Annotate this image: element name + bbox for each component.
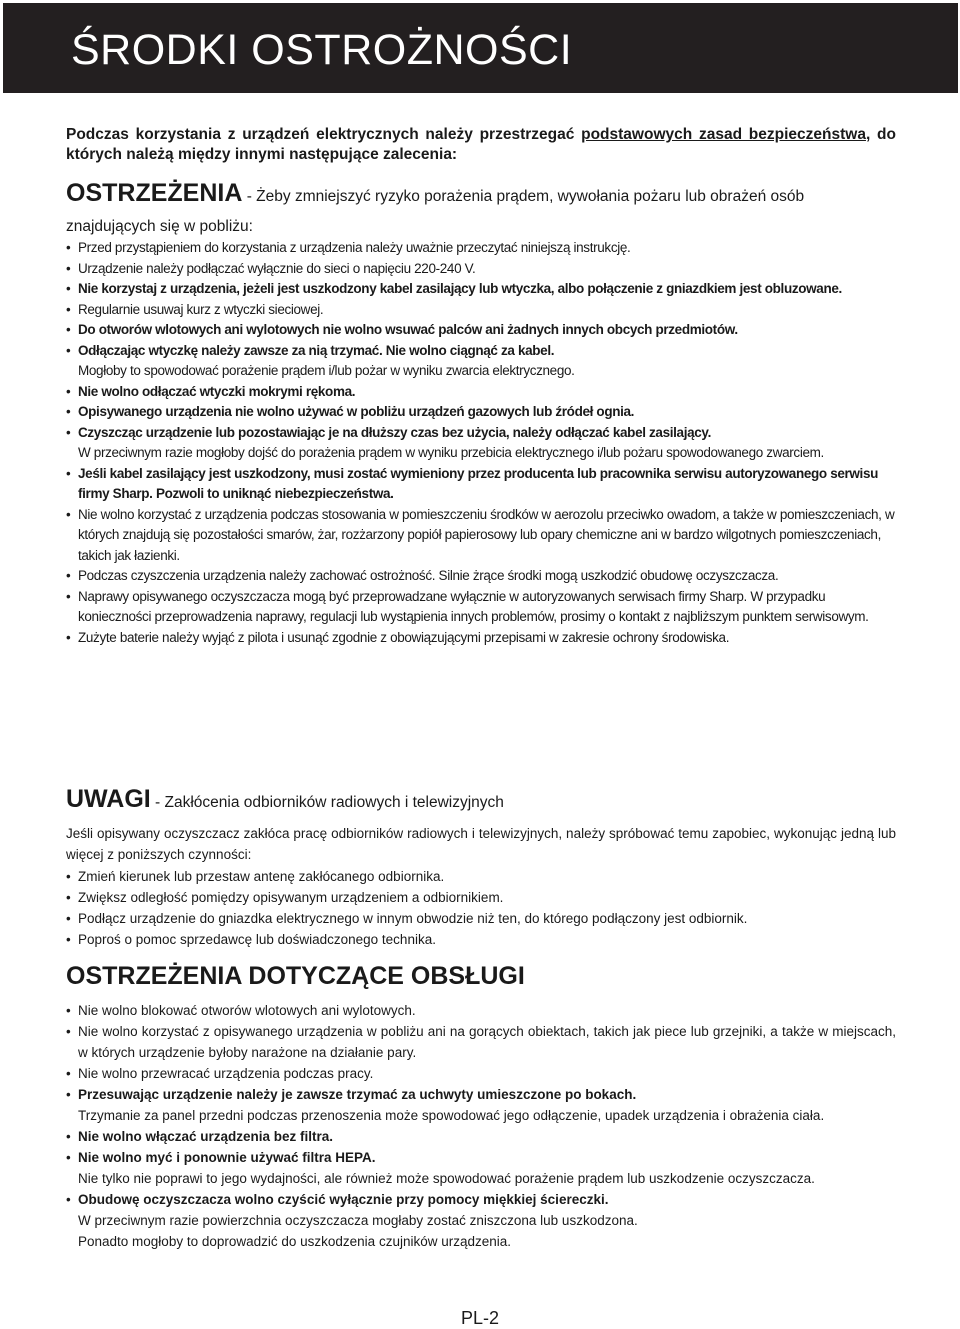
list-item — [66, 1189, 896, 1252]
list-item — [66, 566, 896, 587]
list-item-text: • Opisywanego urządzenia nie wolno używać w pobliżu urządzeń gazowych lub źródeł ognia. — [78, 404, 635, 419]
notes-subtitle: - Zakłócenia odbiorników radiowych i telewizyjnych — [150, 794, 504, 811]
list-item-text: • Zmień kierunek lub przestaw antenę zakłócanego odbiornika. — [78, 869, 445, 884]
list-item-text: W przeciwnym razie powierzchnia oczyszczacza mogłaby zostać zniszczona lub uszkodzona. — [78, 1213, 638, 1228]
intro-paragraph — [66, 125, 896, 165]
list-item-text: • Podczas czyszczenia urządzenia należy zachować ostrożność. Silnie żrące środki mogą uszkodzić obudowę oczyszczacza. — [78, 568, 779, 583]
list-item-text: • Nie wolno przewracać urządzenia podczas pracy. — [78, 1066, 374, 1081]
list-item-text: • Podłącz urządzenie do gniazdka elektrycznego w innym obwodzie niż ten, do którego podłączony jest odbiornik. — [78, 911, 748, 926]
list-item-text: • Nie wolno blokować otworów wlotowych ani wylotowych. — [78, 1003, 416, 1018]
list-item-text: • Regularnie usuwaj kurz z wtyczki sieciowej. — [78, 301, 324, 317]
intro-text-start: Podczas korzystania z urządzeń elektrycznych należy przestrzegać — [66, 126, 582, 143]
list-item — [66, 464, 896, 505]
list-item — [66, 628, 896, 649]
list-item-text: • Obudowę oczyszczacza wolno czyścić wyłącznie przy pomocy miękkiej ściereczki. — [78, 1192, 609, 1207]
list-item — [66, 423, 896, 464]
list-item-text: Nie tylko nie poprawi to jego wydajności, ale również może spowodować porażenie prądem lub uszkodzenie oczyszczacza. — [78, 1171, 815, 1186]
notes-heading — [66, 784, 896, 815]
list-item-text: • Poproś o pomoc sprzedawcę lub doświadczonego technika. — [78, 932, 436, 947]
list-item — [66, 279, 896, 300]
list-item — [66, 300, 896, 321]
list-item-text: • Odłączając wtyczkę należy zawsze za nią trzymać. Nie wolno ciągnąć za kabel. — [78, 342, 555, 358]
list-item-text: W przeciwnym razie mogłoby dojść do porażenia prądem w wyniku przebicia elektrycznego i/lub pożaru spowodowanego zwarciem. — [78, 445, 824, 460]
page-number: PL-2 — [460, 1308, 500, 1328]
list-item-text: • Do otworów wlotowych ani wylotowych nie wolno wsuwać palców ani żadnych innych obcych przedmiotów. — [78, 322, 738, 337]
list-item — [66, 908, 896, 929]
list-item-text: • Nie wolno korzystać z opisywanego urządzenia w pobliżu ani na gorących obiektach, takich jak piece lub grzejniki, a także w miejscach, w których urządzenie byłoby narażone na działanie pary. — [78, 1024, 896, 1060]
list-item — [66, 320, 896, 341]
list-item — [66, 402, 896, 423]
list-item — [66, 341, 896, 382]
header-bar — [3, 3, 958, 93]
list-item — [66, 505, 896, 567]
list-item-text: • Nie wolno korzystać z urządzenia podczas stosowania w pomieszczeniu środków w aerozolu przeciwko owadom, a także w pomieszczeniach, w których znajdują się pozostałości smarów, żar, rozżarzony popiół papierosowy lub opary chemiczne ani w bardzo wilgotnych pomieszczeniach, takich jak łazienki. — [78, 506, 895, 563]
list-item-text: • Jeśli kabel zasilający jest uszkodzony, musi zostać wymieniony przez producenta lub pracownika serwisu autoryzowanego serwisu firmy Sharp. Pozwoli to uniknąć niebezpieczeństwa. — [78, 465, 879, 501]
list-item-text: Mogłoby to spowodować porażenie prądem i/lub pożar w wyniku zwarcia elektrycznego. — [78, 363, 575, 378]
notes-intro: Jeśli opisywany oczyszczacz zakłóca pracę odbiorników radiowych i telewizyjnych, należy spróbować temu zapobiec, wykonując jedną lub więcej z poniższych czynności: — [66, 826, 896, 862]
list-item-text: • Nie wolno odłączać wtyczki mokrymi rękoma. — [78, 383, 356, 399]
list-item-text: • Zużyte baterie należy wyjąć z pilota i usunąć zgodnie z obowiązującymi przepisami w zakresie ochrony środowiska. — [78, 629, 730, 645]
list-item — [66, 238, 896, 259]
notes-title: UWAGI — [66, 785, 151, 813]
list-item — [66, 1021, 896, 1063]
list-item-text: • Urządzenie należy podłączać wyłącznie do sieci o napięciu 220-240 V. — [78, 260, 476, 276]
operation-list — [66, 1000, 896, 1252]
list-item — [66, 1084, 896, 1126]
list-item — [66, 866, 896, 887]
list-item-text: • Zwiększ odległość pomiędzy opisywanym urządzeniem a odbiornikiem. — [78, 890, 504, 905]
list-item — [66, 1000, 896, 1021]
list-item-text: Ponadto mogłoby to doprowadzić do uszkodzenia czujników urządzenia. — [78, 1234, 512, 1249]
list-item-text: • Naprawy opisywanego oczyszczacza mogą być przeprowadzane wyłącznie w autoryzowanych serwisach firmy Sharp. W przypadku konieczności przeprowadzenia naprawy, regulacji lub wystąpienia innych problemów, prosimy o kontakt z najbliższym punktem serwisowym. — [78, 588, 869, 624]
list-item — [66, 1147, 896, 1189]
warnings-heading — [66, 178, 896, 239]
list-item-text: • Nie wolno myć i ponownie używać filtra HEPA. — [78, 1150, 376, 1165]
list-item-text: • Nie korzystaj z urządzenia, jeżeli jest uszkodzony kabel zasilający lub wtyczka, albo połączenie z gniazdkiem jest obluzowane. — [78, 281, 842, 296]
list-item — [66, 382, 896, 403]
list-item — [66, 887, 896, 908]
list-item — [66, 1126, 896, 1147]
warnings-list — [66, 238, 896, 648]
warnings-subtitle: - Żeby zmniejszyć ryzyko porażenia prądem, wywołania pożaru lub obrażeń osób znajdujących się w pobliżu: — [66, 188, 805, 236]
intro-underlined-text: podstawowych zasad bezpieczeństwa — [581, 126, 866, 143]
list-item-text: • Nie wolno włączać urządzenia bez filtra. — [78, 1129, 334, 1144]
list-item-text: • Przesuwając urządzenie należy je zawsze trzymać za uchwyty umieszczone po bokach. — [78, 1087, 637, 1102]
notes-list — [66, 866, 896, 950]
list-item — [66, 259, 896, 280]
list-item — [66, 1063, 896, 1084]
operation-title: OSTRZEŻENIA DOTYCZĄCE OBSŁUGI — [66, 962, 525, 990]
list-item — [66, 587, 896, 628]
list-item — [66, 929, 896, 950]
list-item-text: Trzymanie za panel przedni podczas przenoszenia może spowodować jego odłączenie, upadek urządzenia i obrażenia ciała. — [78, 1108, 825, 1123]
operation-heading — [66, 961, 896, 992]
list-item-text: • Przed przystąpieniem do korzystania z urządzenia należy uważnie przeczytać niniejszą instrukcję. — [78, 240, 631, 255]
list-item-text: • Czyszcząc urządzenie lub pozostawiając je na dłuższy czas bez użycia, należy odłączać kabel zasilający. — [78, 424, 711, 440]
page-title: ŚRODKI OSTROŻNOŚCI — [71, 26, 573, 74]
intro-text-end: , do których należą między innymi następujące zalecenia: — [66, 126, 896, 163]
warnings-title: OSTRZEŻENIA — [66, 179, 243, 207]
